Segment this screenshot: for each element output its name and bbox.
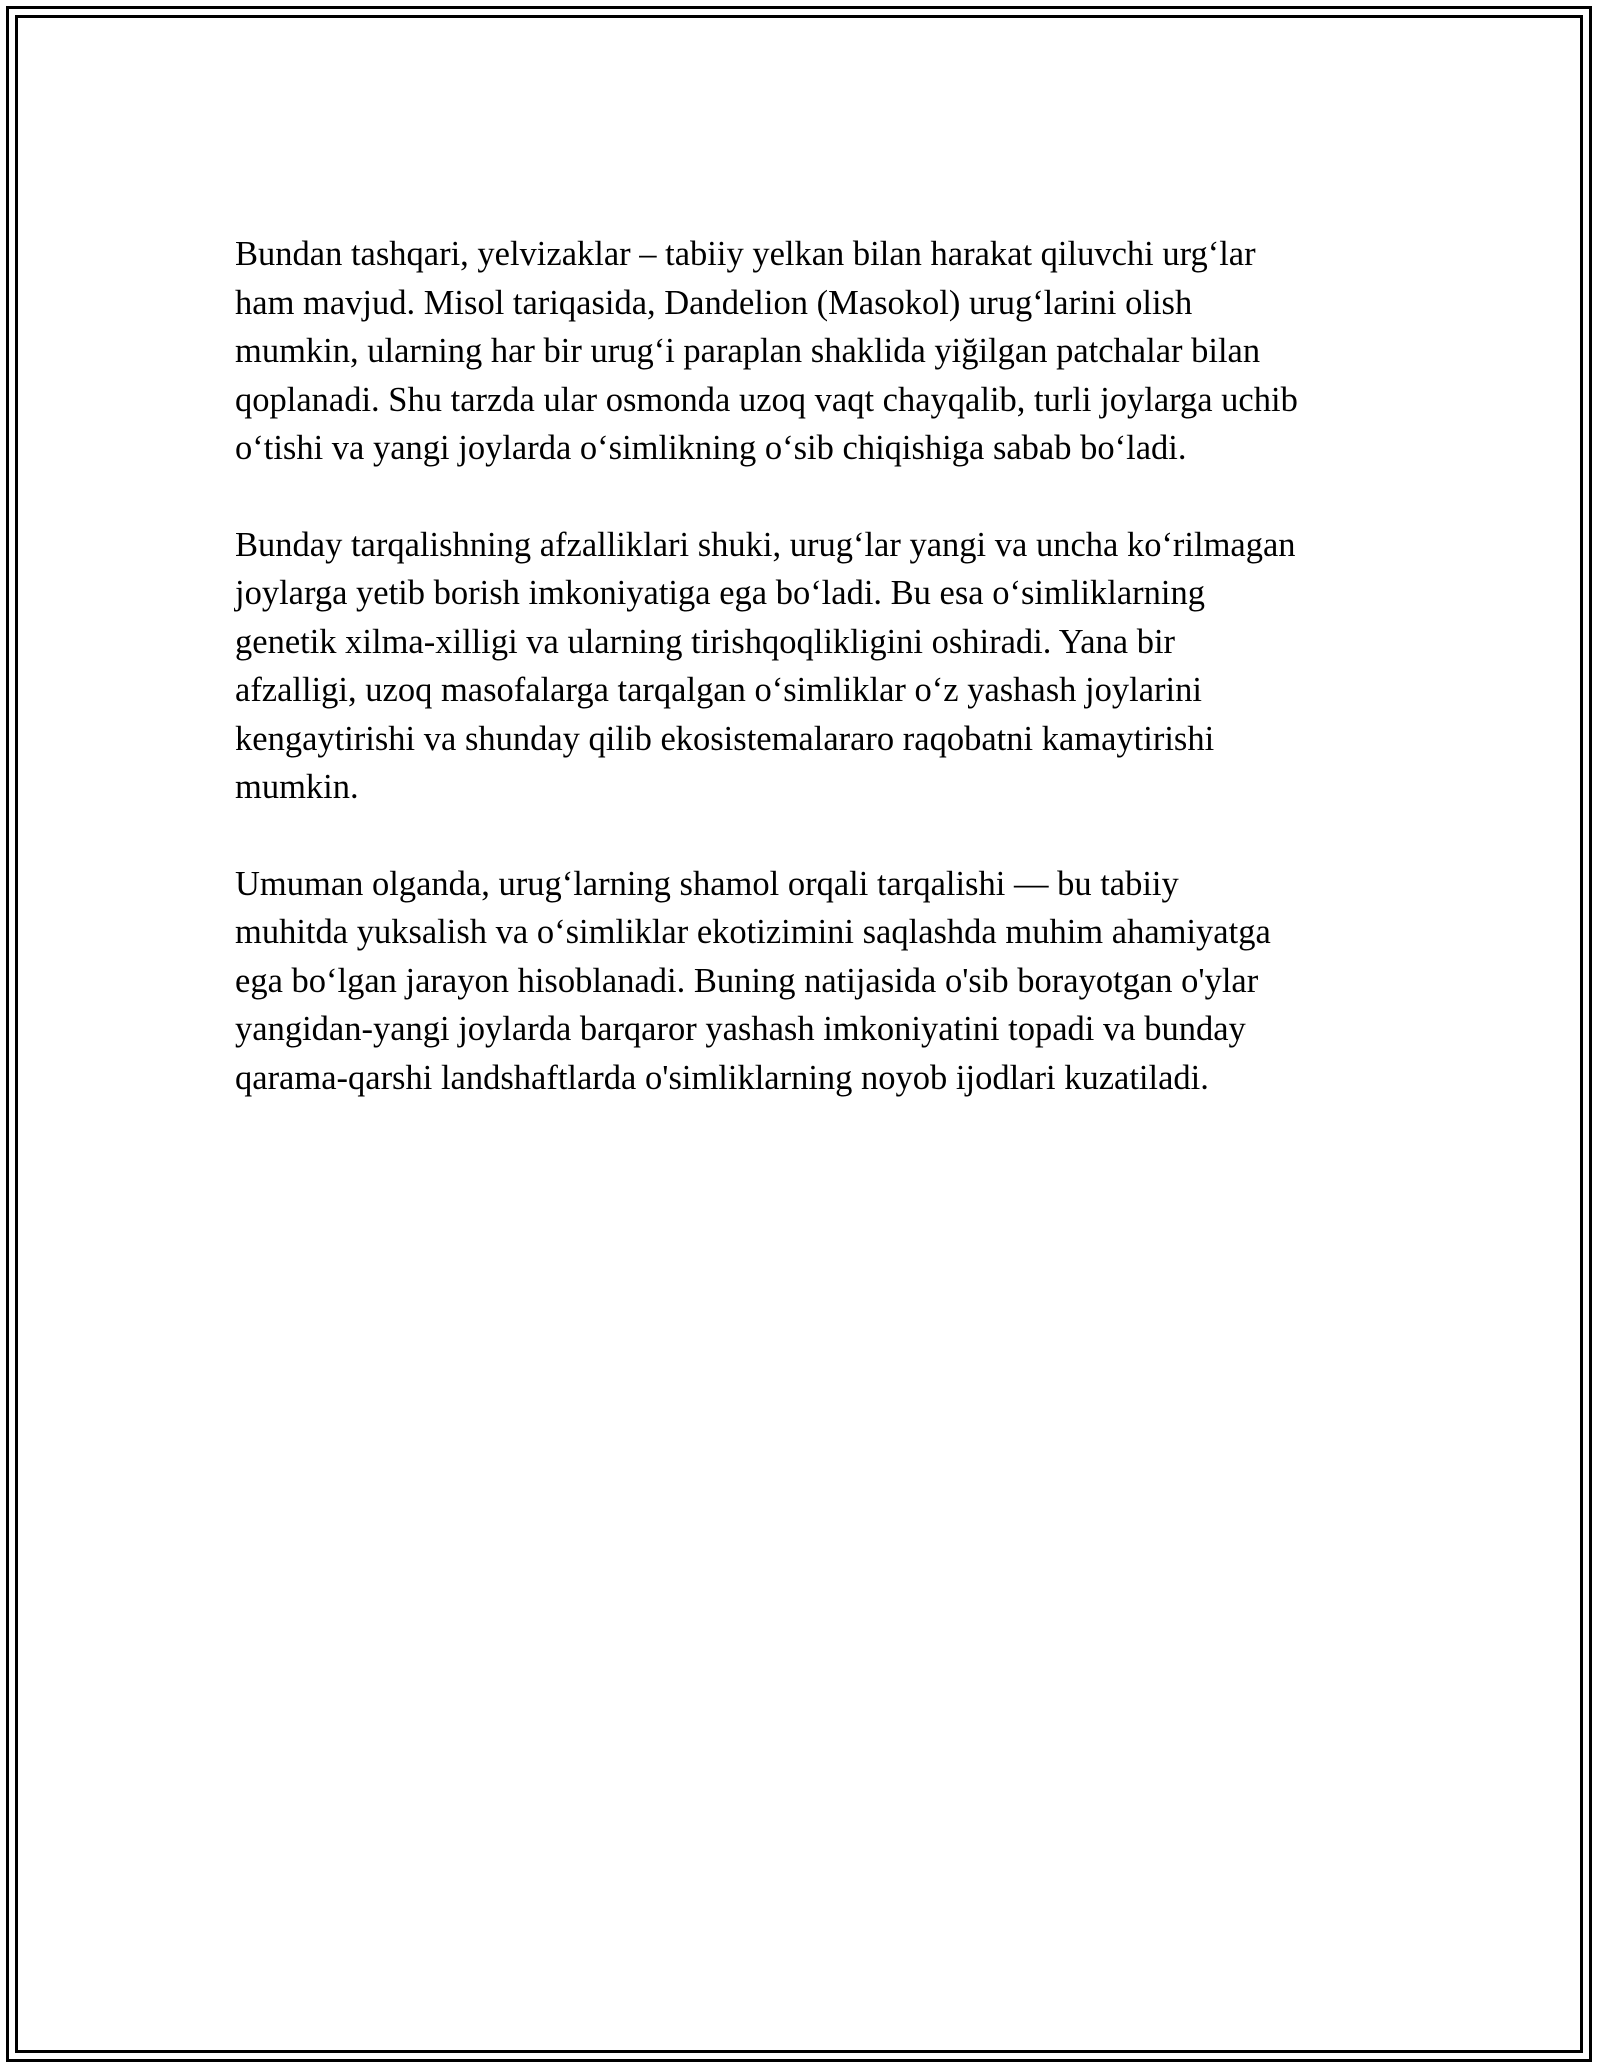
paragraph-line: Bunday tarqalishning afzalliklari shuki, urug‘lar yangi va uncha ko‘rilmagan: [235, 525, 1296, 564]
paragraph-line: ham mavjud. Misol tariqasida, Dandelion (Masokol) urug‘larini olish: [235, 283, 1193, 322]
paragraph-line: qarama-qarshi landshaftlarda o'simliklarning noyob ijodlari kuzatiladi.: [235, 1058, 1209, 1097]
paragraph-line: kengaytirishi va shunday qilib ekosistemalararo raqobatni kamaytirishi: [235, 719, 1215, 758]
paragraph-line: ega bo‘lgan jarayon hisoblanadi. Buning natijasida o'sib borayotgan o'ylar: [235, 961, 1259, 1000]
paragraph-line: joylarga yetib borish imkoniyatiga ega bo‘ladi. Bu esa o‘simliklarning: [235, 574, 1205, 612]
paragraph-line: muhitda yuksalish va o‘simliklar ekotizimini saqlashda muhim ahamiyatga: [235, 913, 1271, 951]
paragraph-line: afzalligi, uzoq masofalarga tarqalgan o‘simliklar o‘z yashash joylarini: [235, 671, 1202, 709]
paragraph-line: Umuman olganda, urug‘larning shamol orqali tarqalishi — bu tabiiy: [235, 864, 1179, 903]
paragraph-line: genetik xilma-xilligi va ularning tirishqoqlikligini oshiradi. Yana bir: [235, 622, 1176, 661]
paragraph-line: qoplanadi. Shu tarzda ular osmonda uzoq vaqt chayqalib, turli joylarga uchib: [235, 380, 1298, 419]
document-body: [235, 230, 1375, 1150]
paragraph-line: mumkin.: [235, 768, 359, 806]
paragraph-line: yangidan-yangi joylarda barqaror yashash imkoniyatini topadi va bunday: [235, 1010, 1246, 1048]
paragraph-line: Bundan tashqari, yelvizaklar – tabiiy yelkan bilan harakat qiluvchi urg‘lar: [235, 235, 1256, 273]
paragraph-line: mumkin, ularning har bir urug‘i paraplan shaklida yiğilgan patchalar bilan: [235, 332, 1261, 370]
paragraph-line: o‘tishi va yangi joylarda o‘simlikning o‘sib chiqishiga sabab bo‘ladi.: [235, 429, 1187, 467]
paragraph-2: [235, 521, 1375, 812]
paragraph-3: [235, 860, 1375, 1103]
paragraph-1: [235, 230, 1375, 473]
